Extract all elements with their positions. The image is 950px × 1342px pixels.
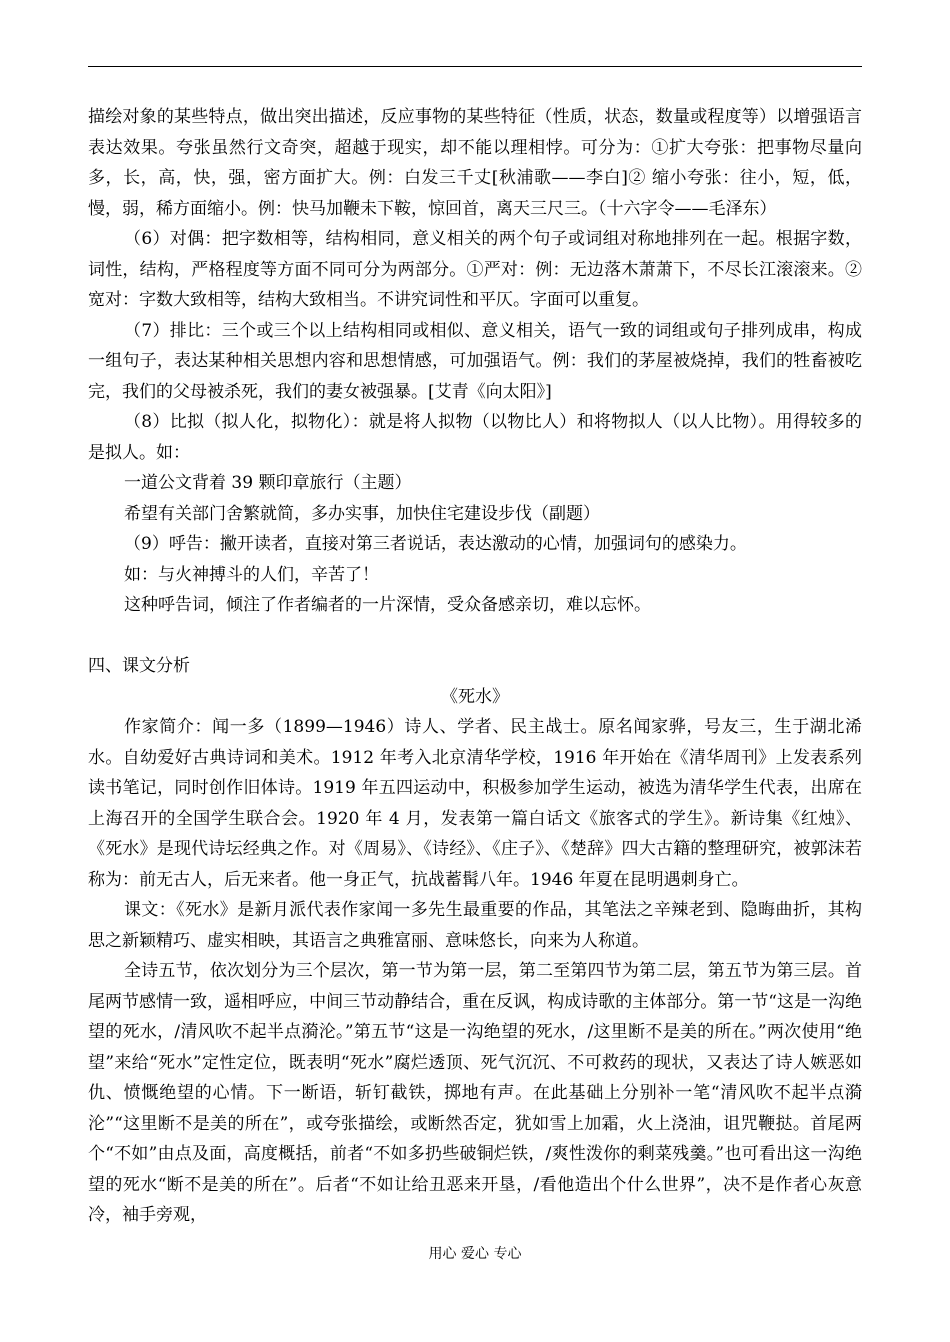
paragraph: 这种呼告词，倾注了作者编者的一片深情，受众备感亲切，难以忘怀。 [124, 595, 651, 615]
blank-line [88, 621, 862, 652]
section-heading: 四、课文分析 [88, 656, 190, 676]
document-body [88, 102, 862, 1231]
paragraph: 课文：《死水》是新月派代表作家闻一多先生最重要的作品，其笔法之辛辣老到、隐晦曲折，其构思之新颖精巧、虚实相映，其语言之典雅富丽、意味悠长，向来为人称道。 [88, 900, 862, 951]
paragraph: （9）呼告：撇开读者，直接对第三者说话，表达激动的心情，加强词句的感染力。 [124, 534, 747, 554]
header-rule [88, 66, 862, 67]
paragraph: 作家简介：闻一多（1899—1946）诗人、学者、民主战士。原名闻家骅，号友三，生于湖北浠水。自幼爱好古典诗词和美术。1912 年考入北京清华学校，1916 年开始在《清华周刊》上发表系列读书笔记，同时创作旧体诗。1919 年五四运动中，积极参加学生运动，被选为清华学生代表，出席在上海召开的全国学生联合会。1920 年 4 月，发表第一篇白话文《旅客式的学生》。新诗集《红烛》、《死水》是现代诗坛经典之作。对《周易》、《诗经》、《庄子》、《楚辞》四大古籍的整理研究，被郭沫若称为：前无古人，后无来者。他一身正气，抗战蓄髯八年。1946 年夏在昆明遇刺身亡。 [88, 717, 862, 890]
paragraph: 描绘对象的某些特点，做出突出描述，反应事物的某些特征（性质，状态，数量或程度等）以增强语言表达效果。夸张虽然行文奇突，超越于现实，却不能以理相悖。可分为：①扩大夸张：把事物尽量向多，长，高，快，强，密方面扩大。例：白发三千丈[秋浦歌——李白]② 缩小夸张：往小，短，低，慢，弱，稀方面缩小。例：快马加鞭未下鞍，惊回首，离天三尺三。（十六字令——毛泽东） [88, 107, 862, 219]
paragraph: 希望有关部门舍繁就简，多办实事，加快住宅建设步伐（副题） [124, 503, 600, 524]
paragraph: （7）排比：三个或三个以上结构相同或相似、意义相关，语气一致的词组或句子排列成串，构成一组句子，表达某种相关思想内容和思想情感，可加强语气。例：我们的茅屋被烧掉，我们的牲畜被吃完，我们的父母被杀死，我们的妻女被强暴。[艾青《向太阳》] [88, 320, 862, 402]
paragraph: 一道公文背着 39 颗印章旅行（主题） [124, 473, 412, 493]
paragraph: （8）比拟（拟人化，拟物化）：就是将人拟物（以物比人）和将物拟人（以人比物）。用得较多的是拟人。如： [88, 412, 862, 463]
paragraph: （6）对偶：把字数相等，结构相同，意义相关的两个句子或词组对称地排列在一起。根据字数，词性，结构，严格程度等方面不同可分为两部分。①严对：例：无边落木萧萧下，不尽长江滚滚来。②宽对：字数大致相等，结构大致相当。不讲究词性和平仄。字面可以重复。 [88, 229, 862, 310]
paragraph: 如：与火神搏斗的人们，辛苦了！ [124, 564, 379, 585]
page-footer: 用心 爱心 专心 [428, 1246, 522, 1262]
poem-title: 《死水》 [441, 686, 509, 707]
paragraph: 全诗五节，依次划分为三个层次，第一节为第一层，第二至第四节为第二层，第五节为第三层。首尾两节感情一致，遥相呼应，中间三节动静结合，重在反讽，构成诗歌的主体部分。第一节“这是一沟绝望的死水，/清风吹不起半点漪沦。”第五节“这是一沟绝望的死水，/这里断不是美的所在。”两次使用“绝望”来给“死水”定性定位，既表明“死水”腐烂透顶、死气沉沉、不可救药的现状，又表达了诗人嫉恶如仇、愤慨绝望的心情。下一断语，斩钉截铁，掷地有声。在此基础上分别补一笔“清风吹不起半点漪沦”“这里断不是美的所在”，或夸张描绘，或断然否定，犹如雪上加霜，火上浇油，诅咒鞭挞。首尾两个“不如”由点及面，高度概括，前者“不如多扔些破铜烂铁，/爽性泼你的剩菜残羹。”也可看出这一沟绝望的死水“断不是美的所在”。后者“不如让给丑恶来开垦，/看他造出个什么世界”，决不是作者心灰意冷，袖手旁观， [88, 961, 862, 1225]
